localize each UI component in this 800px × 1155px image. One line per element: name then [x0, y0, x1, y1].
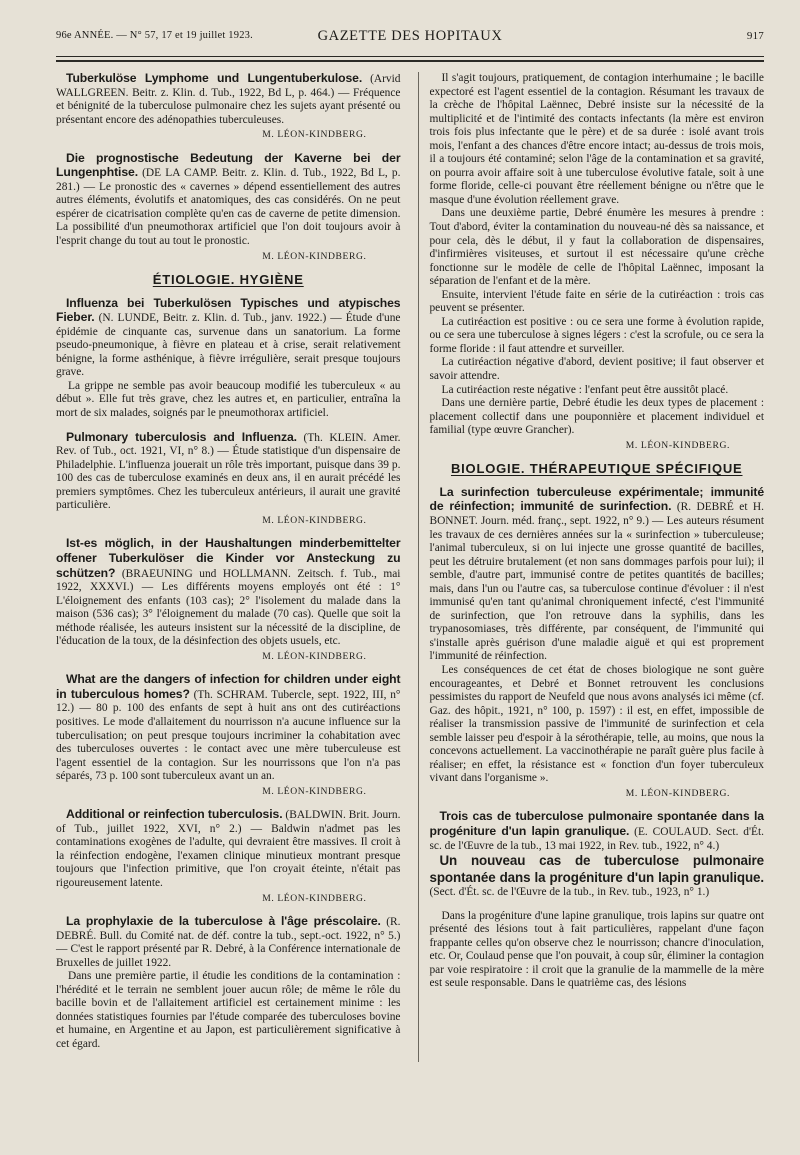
article-title: Influenza bei Tuberkulösen Typisches und atypisches Fieber. [56, 295, 401, 325]
header-rule [56, 56, 764, 57]
article-citation: (BRAEUNING und HOLLMANN. Zeitsch. f. Tub., mai 1922, XXXVI.) — Les différents moyens employés ont été : 1° L'éloignement des enfants (103 cas); 2° l'isolement du malade dans la maison (536 cas); 3° l'éloignement du malade (70 cas). Quelle que soit la méthode réalisée, les auteurs insistent sur la nécessité de la discipline, de l'éducation de la toux, de la désinfection des objets usuels, etc. [56, 567, 401, 648]
article-paragraph: Dans une dernière partie, Debré étudie les deux types de placement : placement collectif dans une pouponnière et placement individuel et familial (type œuvre Grancher). [429, 397, 764, 437]
article-paragraph: Dans la progéniture d'une lapine granulique, trois lapins sur quatre ont présenté des lésions tout à fait particulières, rappelant d'une façon frappante celles qu'on observe chez le nourrisson; chancre d'inoculation, etc. Or, Coulaud pense que l'on pouvait, à coup sûr, éliminer la contagion par voie respiratoire : il croit que la granulie de la mammelle de la mère est seule responsable. Dans le quatrième cas, des lésions [429, 909, 764, 990]
issue-info: 96e ANNÉE. — N° 57, 17 et 19 juillet 1923. [56, 30, 253, 41]
author-signature: M. LÉON-KINDBERG. [262, 785, 367, 797]
article-paragraph: Ensuite, intervient l'étude faite en série de la cutiréaction : trois cas peuvent se présenter. [429, 288, 764, 315]
article-paragraph: La cutiréaction négative d'abord, devient positive; il faut observer et savoir attendre. [429, 356, 764, 383]
article [56, 72, 400, 142]
author-signature: M. LÉON-KINDBERG. [625, 439, 730, 451]
article-lead [56, 537, 400, 648]
article [56, 673, 400, 798]
article-title: Ist-es möglich, in der Haushaltungen minderbemittelter offener Tuberkulöser die Kinder vor Ansteckung zu schützen? [56, 536, 401, 580]
article-citation: (BALDWIN. Brit. Journ. of Tub., juillet 1922, XVI, n° 2.) — Baldwin n'admet pas les contaminations exogènes de l'adulte, qui devraient être massives. Il croit à la réinfection endogène, l'examen clinique minutieux montrant presque toujours que l'infection primitive, que l'on croyait éteinte, n'était pas rigoureusement latente. [56, 809, 401, 889]
article-citation: (Sect. d'Ét. sc. de l'Œuvre de la tub., in Rev. tub., 1923, n° 1.) [429, 886, 710, 899]
article-title: Die prognostische Bedeutung der Kaverne bei der Lungenphtise. [56, 150, 401, 180]
article-citation: (Arvid WALLGREEN. Beitr. z. Klin. d. Tub., 1922, Bd L, p. 464.) — Fréquence et bénignité de la tuberculose pulmonaire chez les sujets ayant présenté ou présentant encore des adénopathies tuberculeuses. [56, 73, 401, 126]
article-lead [429, 853, 764, 900]
page-header [56, 26, 764, 54]
section-heading: BIOLOGIE. THÉRAPEUTIQUE SPÉCIFIQUE [450, 461, 743, 477]
author-signature: M. LÉON-KINDBERG. [262, 250, 367, 262]
article-lead [56, 297, 400, 380]
article-title: La prophylaxie de la tuberculose à l'âge préscolaire. [66, 914, 381, 929]
article-title: Tuberkulöse Lymphome und Lungentuberkulose. [66, 71, 363, 85]
article-lead [56, 152, 400, 249]
article-title: Trois cas de tuberculose pulmonaire spontanée dans la progéniture d'un lapin granulique. [429, 809, 764, 838]
article-citation: (DE LA CAMP. Beitr. z. Klin. d. Tub., 1922, Bd L, p. 281.) — Le pronostic des « cavernes » dépend essentiellement des autres autres éléments, évolutifs et anatomiques, des cas considérés. On ne peut espérer de cicatrisation complète qu'en cas de caverne de petite dimension. La possibilité d'un pneumothorax artificiel que l'on doit toujours avoir à l'esprit change du tout au tout le pronostic. [56, 167, 401, 248]
article-lead [429, 810, 764, 853]
article-citation: (R. DEBRÉ. Bull. du Comité nat. de déf. contre la tub., sept.-oct. 1922, n° 5.) — C'est le rapport présenté par R. Debré, à la Conférence internationale de Bruxelles de juillet 1922. [56, 916, 401, 969]
author-signature: M. LÉON-KINDBERG. [262, 514, 367, 526]
article-citation: (Th. KLEIN. Amer. Rev. of Tub., oct. 1921, VI, n° 8.) — Étude statistique d'un dispensaire de Philadelphie. L'influenza jouerait un rôle très important, puisque dans 39 p. 100 des cas de tuberculose examinés en deux ans, il en aurait précédé les premiers symptômes. Chez les tuberculeux antérieurs, il aurait une gravité particulière. [56, 431, 401, 512]
article [429, 486, 764, 801]
article-citation: (N. LUNDE, Beitr. z. Klin. d. Tub., janv. 1922.) — Étude d'une épidémie de cinquante cas, survenue dans un sanatorium. La forme pseudo-pneumonique, à fièvre en plateau et à crise, serait relativement bénigne, la forme asthénique, à fièvre irrégulière, serait presque toujours grave. [56, 312, 401, 379]
article-paragraph: Il s'agit toujours, pratiquement, de contagion interhumaine ; le bacille expectoré est l'agent essentiel de la contagion. Résumant les travaux de la crèche de l'hôpital Laënnec, Debré insiste sur la nécessité de la multiplicité et de l'intimité des contacts infectants (la mère est environ trois fois plus infectante que le père) et de sa durée : isolé avant trois mois, l'enfant a des chances d'être encore intact; au-dessus de trois mois, il a toujours été contaminé; selon l'âge de la contamination et sa gravité, on pourra avoir affaire soit à une tuberculose évolutive fatale, soit à une forme floride, celle-ci pouvant être réellement bénigne ou n'être que le masque d'une évolution réellement grave. [429, 72, 764, 206]
article-paragraph: Les conséquences de cet état de choses biologique ne sont guère encourageantes, et Debré et Bonnet retrouvent les conclusions pessimistes du rapport de Neufeld que nous avons analysés ici même (cf. Gaz. des hôpit., 1921, n° 100, p. 1597) : il est, en effet, impossible de réaliser la transmission passive de l'immunité de surinfection et cela semble laisser peu d'espoir à la sérothérapie, telle, au moins, que nous la concevons actuellement. La vaccinothérapie ne paraît guère plus facile à réaliser; en effet, la résistance est « fonction d'un foyer tuberculeux vivant dans l'organisme ». [429, 663, 764, 785]
article-lead [56, 915, 400, 970]
article-paragraph: La cutiréaction reste négative : l'enfant peut être aussitôt placé. [441, 383, 729, 396]
article-title: Additional or reinfection tuberculosis. [66, 807, 283, 822]
article-paragraph: Dans une première partie, il étudie les conditions de la contamination : l'hérédité et le terrain ne semblent jouer aucun rôle; de même le rôle du bacille bovin et de l'allaitement artificiel est certainement minime : les données statistiques fournies par l'étude comparée des tuberculoses bovine et humaine, en Argentine et au Japon, est particulièrement significative à cet égard. [56, 970, 401, 1050]
article [429, 810, 764, 991]
article [56, 152, 400, 263]
journal-title: GAZETTE DES HOPITAUX [317, 28, 503, 44]
article-paragraph: Dans une deuxième partie, Debré énumère les mesures à prendre : Tout d'abord, éviter la contamination du nouveau-né dès sa naissance, et pour cela, dès le début, il y faut la collaboration de dispensaires, d'infirmières visiteuses, et surtout il est nécessaire qu'une crèche fonctionne sur le modèle de celle de l'hôpital Laënnec, imposant la séparation de l'enfant et de la mère. [429, 207, 764, 288]
article [56, 297, 400, 421]
author-signature: M. LÉON-KINDBERG. [625, 787, 730, 799]
article-lead [56, 808, 400, 890]
article-lead [56, 431, 400, 513]
article-title: What are the dangers of infection for children under eight in tuberculous homes? [56, 672, 401, 701]
author-signature: M. LÉON-KINDBERG. [262, 650, 367, 662]
article-citation: (Th. SCHRAM. Tubercle, sept. 1922, III, n° 12.) — 80 p. 100 des enfants de sept à huit ans ont des cutiréactions positives. Le mode d'allaitement du nourrisson n'a aucune influence sur la tuberculisation; on peut presque toujours incriminer la cohabitation avec des tuberculoses ouvertes : le contact avec une mère tuberculeuse est l'agent essentiel de la contagion. Sur les nourrissons que l'on n'a pas séparés, 73 p. 100 sont tuberculeux avant un an. [56, 688, 401, 783]
page-number: 917 [746, 30, 764, 42]
article [56, 537, 400, 663]
article [56, 808, 400, 905]
right-column [418, 72, 764, 1062]
article-paragraph: La grippe ne semble pas avoir beaucoup modifié les tuberculeux « au début ». Elle fut très grave, chez les autres et, en particulier, entraîna la mort de six malades, soignés par le pneumothorax artificiel. [56, 379, 401, 420]
header-rule-thick [56, 60, 764, 62]
article [429, 72, 764, 452]
article-paragraph: La cutiréaction est positive : ou ce sera une forme à évolution rapide, ou ce sera une tuberculose à signes légers : c'est la scrofule, ou ce sera la forme floride : il faut attendre et surveiller. [429, 315, 764, 355]
article-title: Pulmonary tuberculosis and Influenza. [66, 429, 297, 444]
article-citation: (E. COULAUD. Sect. d'Ét. sc. de l'Œuvre de la tub., 13 mai 1922, in Rev. tub., 1922, n° 4.) [429, 825, 765, 852]
article-title: La surinfection tuberculeuse expérimentale; immunité de réinfection; immunité de surinfection. [429, 484, 764, 514]
article-lead [56, 673, 400, 783]
article-lead [429, 486, 764, 664]
article-citation: (R. DEBRÉ et H. BONNET. Journ. méd. franç., sept. 1922, n° 9.) — Les auteurs résument les travaux de ces dernières années sur la « surinfection » tuberculeuse; l'animal tuberculeux, si on lui injecte une grosse quantité de bacilles, peut les détruire brutalement (et non sans dommages parfois pour lui); il semble, d'autre part, immunisé contre de petites quantités de bacilles; mais, dans l'un ou l'autre cas, sa tuberculose continue d'évoluer : il n'est immunisé qu'en tant qu'animal chroniquement infecté, c'est l'immunité de surinfection, que l'on retrouve dans la syphilis, dans les trypanosomiases, très différente, par conséquent, de l'immunité qui s'installe après guérison d'une maladie aiguë et qui est proprement l'immunité de réinfection. [429, 501, 764, 663]
article [56, 431, 400, 528]
section-heading: ÉTIOLOGIE. HYGIÈNE [152, 272, 304, 288]
author-signature: M. LÉON-KINDBERG. [262, 129, 367, 141]
article-lead [56, 72, 400, 127]
left-column [56, 72, 400, 1062]
author-signature: M. LÉON-KINDBERG. [262, 892, 367, 904]
article [56, 915, 400, 1051]
columns [56, 72, 764, 1062]
article-title: Un nouveau cas de tuberculose pulmonaire spontanée dans la progéniture d'un lapin granulique. [429, 853, 764, 885]
